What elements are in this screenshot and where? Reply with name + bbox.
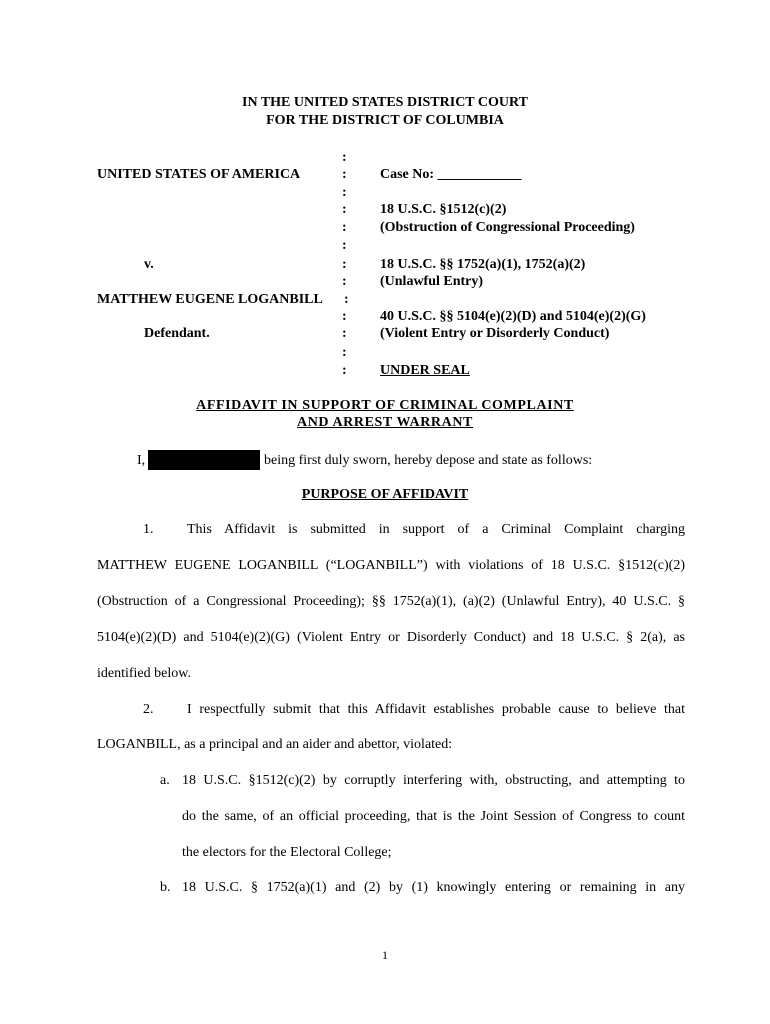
list-item-line: the electors for the Electoral College; xyxy=(182,845,392,860)
defendant-name: MATTHEW EUGENE LOGANBILL xyxy=(97,292,323,307)
intro-prefix: I, xyxy=(137,453,146,468)
paragraph-line: MATTHEW EUGENE LOGANBILL (“LOGANBILL”) with violations of 18 U.S.C. §1512(c)(2) xyxy=(97,558,685,573)
charge3-code: 40 U.S.C. §§ 5104(e)(2)(D) and 5104(e)(2)(G) xyxy=(380,309,646,324)
page-number: 1 xyxy=(382,948,388,962)
redaction-bar xyxy=(148,450,260,470)
list-item-label: b. xyxy=(160,880,171,895)
caption-colon: : xyxy=(342,185,347,200)
paragraph-line: LOGANBILL, as a principal and an aider and abettor, violated: xyxy=(97,737,453,752)
paragraph-line: (Obstruction of a Congressional Proceeding); §§ 1752(a)(1), (a)(2) (Unlawful Entry), 40 U.S.C. § xyxy=(97,594,685,609)
paragraph-number: 1. xyxy=(143,522,154,537)
caption-colon: : xyxy=(342,167,347,182)
list-item-line: 18 U.S.C. §1512(c)(2) by corruptly interfering with, obstructing, and attempting to xyxy=(182,773,685,788)
paragraph-number: 2. xyxy=(143,702,154,717)
paragraph-line: 5104(e)(2)(D) and 5104(e)(2)(G) (Violent Entry or Disorderly Conduct) and 18 U.S.C. § 2(a), as xyxy=(97,630,685,645)
caption-colon: : xyxy=(342,220,347,235)
charge2-description: (Unlawful Entry) xyxy=(380,274,484,289)
caption-colon: : xyxy=(342,363,347,378)
court-name-line1: IN THE UNITED STATES DISTRICT COURT xyxy=(242,95,528,110)
list-item-line: 18 U.S.C. § 1752(a)(1) and (2) by (1) knowingly entering or remaining in any xyxy=(182,880,685,895)
section-heading: PURPOSE OF AFFIDAVIT xyxy=(301,487,469,502)
versus: v. xyxy=(144,257,154,272)
caption-colon: : xyxy=(342,345,347,360)
charge3-description: (Violent Entry or Disorderly Conduct) xyxy=(380,326,610,341)
charge2-code: 18 U.S.C. §§ 1752(a)(1), 1752(a)(2) xyxy=(380,257,586,272)
list-item-line: do the same, of an official proceeding, that is the Joint Session of Congress to count xyxy=(182,809,685,824)
caption-colon: : xyxy=(342,274,347,289)
affidavit-title-line2: AND ARREST WARRANT xyxy=(297,415,473,430)
paragraph-line: I respectfully submit that this Affidavit establishes probable cause to believe that xyxy=(187,702,685,717)
caption-colon: : xyxy=(342,238,347,253)
case-number: Case No: ____________ xyxy=(380,167,522,182)
under-seal: UNDER SEAL xyxy=(380,363,470,378)
affidavit-title-line1: AFFIDAVIT IN SUPPORT OF CRIMINAL COMPLAINT xyxy=(196,398,574,413)
plaintiff-name: UNITED STATES OF AMERICA xyxy=(97,167,301,182)
court-name-line2: FOR THE DISTRICT OF COLUMBIA xyxy=(266,113,504,128)
caption-colon: : xyxy=(342,257,347,272)
caption-colon: : xyxy=(342,309,347,324)
charge1-code: 18 U.S.C. §1512(c)(2) xyxy=(380,202,507,217)
defendant-label: Defendant. xyxy=(144,326,210,341)
caption-colon: : xyxy=(342,150,347,165)
paragraph-line: This Affidavit is submitted in support of a Criminal Complaint charging xyxy=(187,522,685,537)
list-item-label: a. xyxy=(160,773,170,788)
caption-colon: : xyxy=(342,326,347,341)
caption-colon: : xyxy=(342,202,347,217)
caption-colon: : xyxy=(344,292,349,307)
paragraph-line: identified below. xyxy=(97,666,191,681)
intro-suffix: being first duly sworn, hereby depose and state as follows: xyxy=(264,453,593,468)
charge1-description: (Obstruction of Congressional Proceeding) xyxy=(380,220,635,235)
